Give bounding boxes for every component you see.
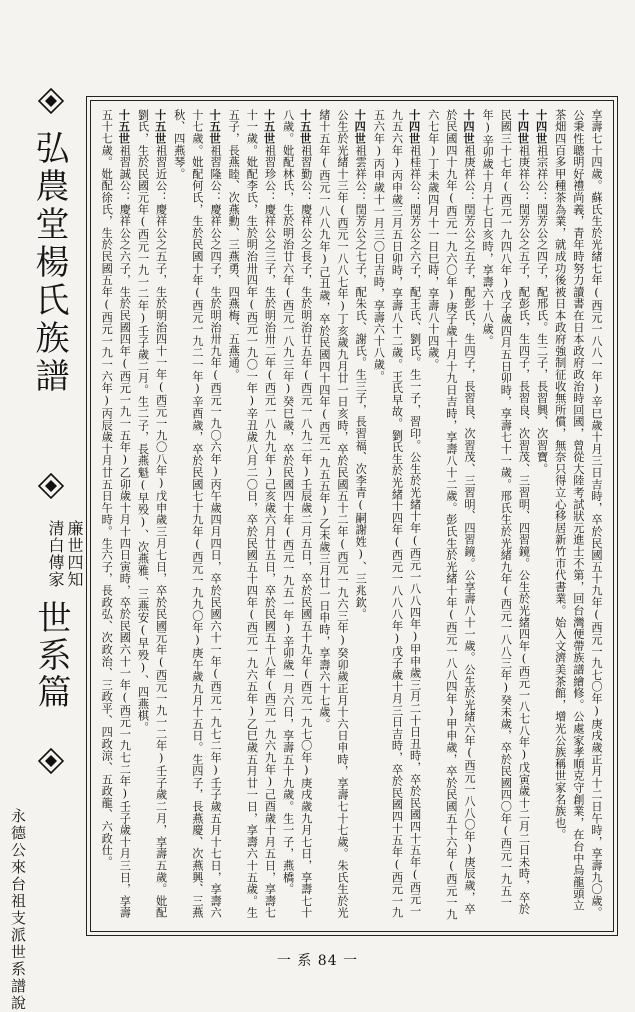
branch-title: 永德公來台祖支派世系譜說 [9,808,27,1012]
page-number: 一 系 84 一 [276,953,359,969]
generation-label: 十四世 [462,109,477,145]
genealogy-entry [170,109,224,921]
entry-text: 享壽七十四歲。蘇氏生於光緒七年(西元一八八一年)辛巳歲十月三日吉時，卒於民國五十九年(西元一九七〇年)庚戌歲正月十二日午時，享壽九〇歲。 [590,109,603,919]
genealogy-entry [278,109,314,921]
generation-label: 十五世 [208,109,223,145]
genealogy-entry [133,109,169,921]
generation-label: 十五世 [117,109,132,145]
subtitle-right: 廉世四知 [65,520,84,588]
diamond-ornament-icon [38,473,64,499]
text-frame [86,96,618,936]
diamond-ornament-icon [38,748,64,774]
subtitle-left: 清白傳家 [46,520,65,588]
entry-text: 公秉性聰明好禮尚義，青年時努力讀書在日本政府政治時回國，曾從大陸考試狀元進士不第，回台灣便帶族譜繪修。公處家孝順克守創業，在台中烏龍頭立茶畑四百多甲種茶為業，就成功後被日本政府強制征收無所償，無奈只得立心移居新竹市代書業。始入文濟美茶館，增光公族稱世家名族也。 [553,109,585,912]
generation-label: 十四世 [407,109,422,145]
entry-text: 祖習誠公：慶祥公之六子，生於民國四年(西元一九一五年)乙卯歲十月十四日寅時，卒於民國六十一年(西元一九七二年)壬子歲十月三日，享壽五十七歲。妣配徐氏，生於民國五年(西元一九一六年)丙辰歲十月廿五日午時。生六子，長政弘、次政治、三政平、四政涼、五政龍、六政仕。 [100,109,132,919]
generation-label: 十四世 [534,109,549,145]
generation-label: 十五世 [262,109,277,145]
entry-text: 祖庚祥公：閏芳公之五子，配彭氏，生四子，長習良、次習茂、三習明、四習鏡。公享壽八十一歲。公生於光緒六年(西元一八八〇年)庚辰歲，卒於民國四十九年(西元一九六〇年)庚子歲十月十九日吉時，享壽八十二歲。彭氏生於光緒十年(西元一八八四年)甲申歲，卒於民國五十六年(西元一九六七年)丁未歲四月十一日巳時，享壽八十四歲。 [426,109,477,921]
genealogy-entry [351,109,369,921]
generation-label: 十五世 [298,109,313,145]
generation-label: 十四世 [516,109,531,145]
genealogy-entry [532,109,550,921]
generation-label: 十五世 [153,109,168,145]
entry-text: 祖習近公：慶祥公之五子，生於明治四十一年(西元一九〇八年)戊申歲三月七日，卒於民國元年(西元一九一二年)壬子歲二月，享壽五歲。妣配劉氏，生於民國元年(西元一九一二年)壬子歲二月。生二子，長燕魁(早殁)、次燕雅、三燕安(早殁)、四燕棋。 [136,109,168,919]
entry-text: 公生於光緒十三年(西元一八八七年)丁亥歲九月廿一日亥時，卒於民國五十二年(西元一九六三年)癸卯歲正月十六日申時，享壽七十七歲。朱氏生於光緒十五年(西元一八八九年)己丑歲，卒於民國四十四年(西元一九五五年)乙未歲三月廿一日申時，享壽六十七歲。 [317,109,350,919]
entry-text: 祖宗祥公：閏芳公之四子，配邢氏。生二子，長習興、次習寶。 [535,144,549,475]
genealogy-entry [315,109,351,921]
main-title: 弘農堂楊氏族譜 [29,130,69,396]
genealogy-entry [551,109,587,921]
entry-text: 祖雲祥公：閏芳公之七子，配朱氏、謝氏。生三子，長習福、次李青(嗣謝姓)、三兆欽。 [354,144,368,621]
genealogy-entry [478,109,532,921]
genealogy-entry [587,109,605,921]
genealogy-entry [424,109,478,921]
entry-text: 祖庚祥公：閏芳公之五子，配彭氏，生四子，長習良、次習茂、三習明、四習鏡。公生於光緒四年(西元一八七八年)戊寅歲十二月二日未時，卒於民國三十七年(西元一九四八年)戊子歲四月五日卯時，享壽七十一歲。邢氏生於光緒九年(西元一八八三年)癸未歲，卒於民國四〇年(西元一九五一年)辛卯歲十月十七日亥時，享壽六十八歲。 [481,109,531,916]
entry-text: 祖習珍公：慶祥公之三子，生於明治卅二年(西元一八九九年)己亥歲六月廿五日，卒於民國五十八年(西元一九六九年)己酉歲十月五日，享壽七十一歲。妣配李氏，生於明治卅四年(西元一九〇一年)辛丑歲八月二〇日，卒於民國五十四年(西元一九六五年)乙巳歲五月廿一日，享壽六十五歲。生五子，長燕睦、次燕勳、三燕勇、四燕梅、五燕通。 [227,109,277,919]
title-column [9,88,84,1012]
genealogy-entry [369,109,423,921]
genealogy-body [97,109,605,921]
entry-text: 祖習隆公：慶祥公之四子，生於明治卅九年(西元一九〇六年)丙午歲四月四日，卒於民國六十一年(西元一九七二年)壬子歲五月十七日，享壽六十七歲。妣配何氏，生於民國十年(西元一九二一年)辛酉歲，卒於民國七十九年(西元一九九〇年)庚午歲九月十五日。生四子，長燕慶、次燕興、三燕秋、四燕琴。 [172,109,223,919]
genealogy-entry [224,109,278,921]
entry-text: 祖桂祥公：閏芳公之六子，配王氏、劉氏。生一子，習印。公生於光緒十年(西元一八八四年)甲申歲三月二十日丑時，卒於民國四十五年(西元一九五六年)丙申歲三月五日卯時，享壽八十二歲。王氏早故。劉氏生於光緒十四年(西元一八八八年)戊子歲十月三日吉時，卒於民國四十五年(西元一九五六年)丙申歲十一月三〇日吉時，享壽六十八歲。 [372,109,422,919]
generation-label: 十四世 [353,109,368,145]
entry-text: 祖習勤公：慶祥公之長子，生於明治廿五年(西元一八九二年)壬辰歲二月五日，卒於民國五十九年(西元一九七〇年)庚戌歲九月七日，享壽七十八歲。妣配林氏，生於明治廿六年(西元一八九三年)癸巳歲，卒於民國四十年(西元一九五一年)辛卯歲一月六日，享壽五十九歲。生一子，燕橋。 [281,109,313,919]
genealogy-entry [97,109,133,921]
section-title: 世系篇 [31,600,71,711]
diamond-ornament-icon [38,88,64,114]
